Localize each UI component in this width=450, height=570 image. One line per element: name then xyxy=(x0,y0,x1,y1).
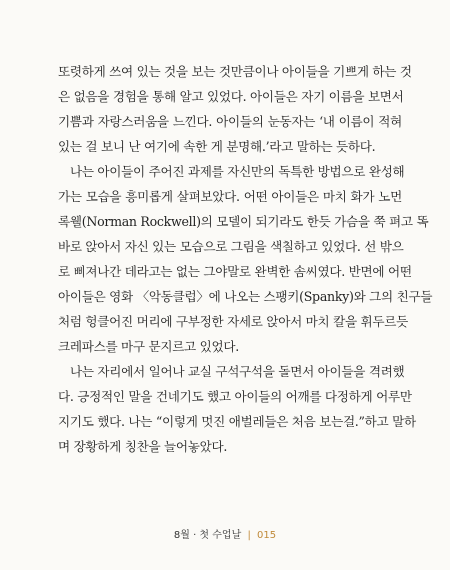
footer-separator: | xyxy=(247,530,251,541)
text-line: 나는 아이들이 주어진 과제를 자신만의 독특한 방법으로 완성해 xyxy=(70,164,405,179)
text-line: 기쁨과 자랑스러움을 느낀다. 아이들의 눈동자는 ‘내 이름이 적혀 xyxy=(58,114,402,129)
text-line: 은 없음을 경험을 통해 알고 있었다. 아이들은 자기 이름을 보면서 xyxy=(58,89,404,104)
chapter-title: 8월 · 첫 수업날 xyxy=(173,530,242,541)
text-line: 아이들은 영화 〈악동클럽〉에 나오는 스팽키(Spanky)와 그의 친구들 xyxy=(58,289,433,304)
text-line: 로 삐져나간 데라고는 없는 그야말로 완벽한 솜씨였다. 반면에 어떤 xyxy=(58,264,412,279)
text-line: 록웰(Norman Rockwell)의 모델이 되기라도 한듯 가슴을 쭉 펴고 똑 xyxy=(58,214,429,229)
text-line: 지기도 했다. 나는 “이렇게 멋진 애벌레들은 처음 보는걸.”하고 말하 xyxy=(58,414,416,429)
text-line: 가는 모습을 흥미롭게 살펴보았다. 어떤 아이들은 마치 화가 노먼 xyxy=(58,189,402,204)
page-footer xyxy=(0,526,450,541)
page-number: 015 xyxy=(257,530,277,541)
text-line: 나는 자리에서 일어나 교실 구석구석을 돌면서 아이들을 격려했 xyxy=(70,364,405,379)
text-line: 며 장황하게 칭찬을 늘어놓았다. xyxy=(58,439,228,454)
text-line: 크레파스를 마구 문지르고 있었다. xyxy=(58,339,239,354)
text-line: 있는 걸 보니 난 여기에 속한 게 분명해.’라고 말하는 듯하다. xyxy=(58,139,376,154)
text-line: 또렷하게 쓰여 있는 것을 보는 것만큼이나 아이들을 기쁘게 하는 것 xyxy=(58,64,412,79)
text-line: 처럼 헝클어진 머리에 구부정한 자세로 앉아서 마치 칼을 휘두르듯 xyxy=(58,314,408,329)
text-line: 다. 긍정적인 말을 건네기도 했고 아이들의 어깨를 다정하게 어루만 xyxy=(58,389,412,404)
text-line: 바로 앉아서 자신 있는 모습으로 그림을 색칠하고 있었다. 선 밖으 xyxy=(58,239,404,254)
